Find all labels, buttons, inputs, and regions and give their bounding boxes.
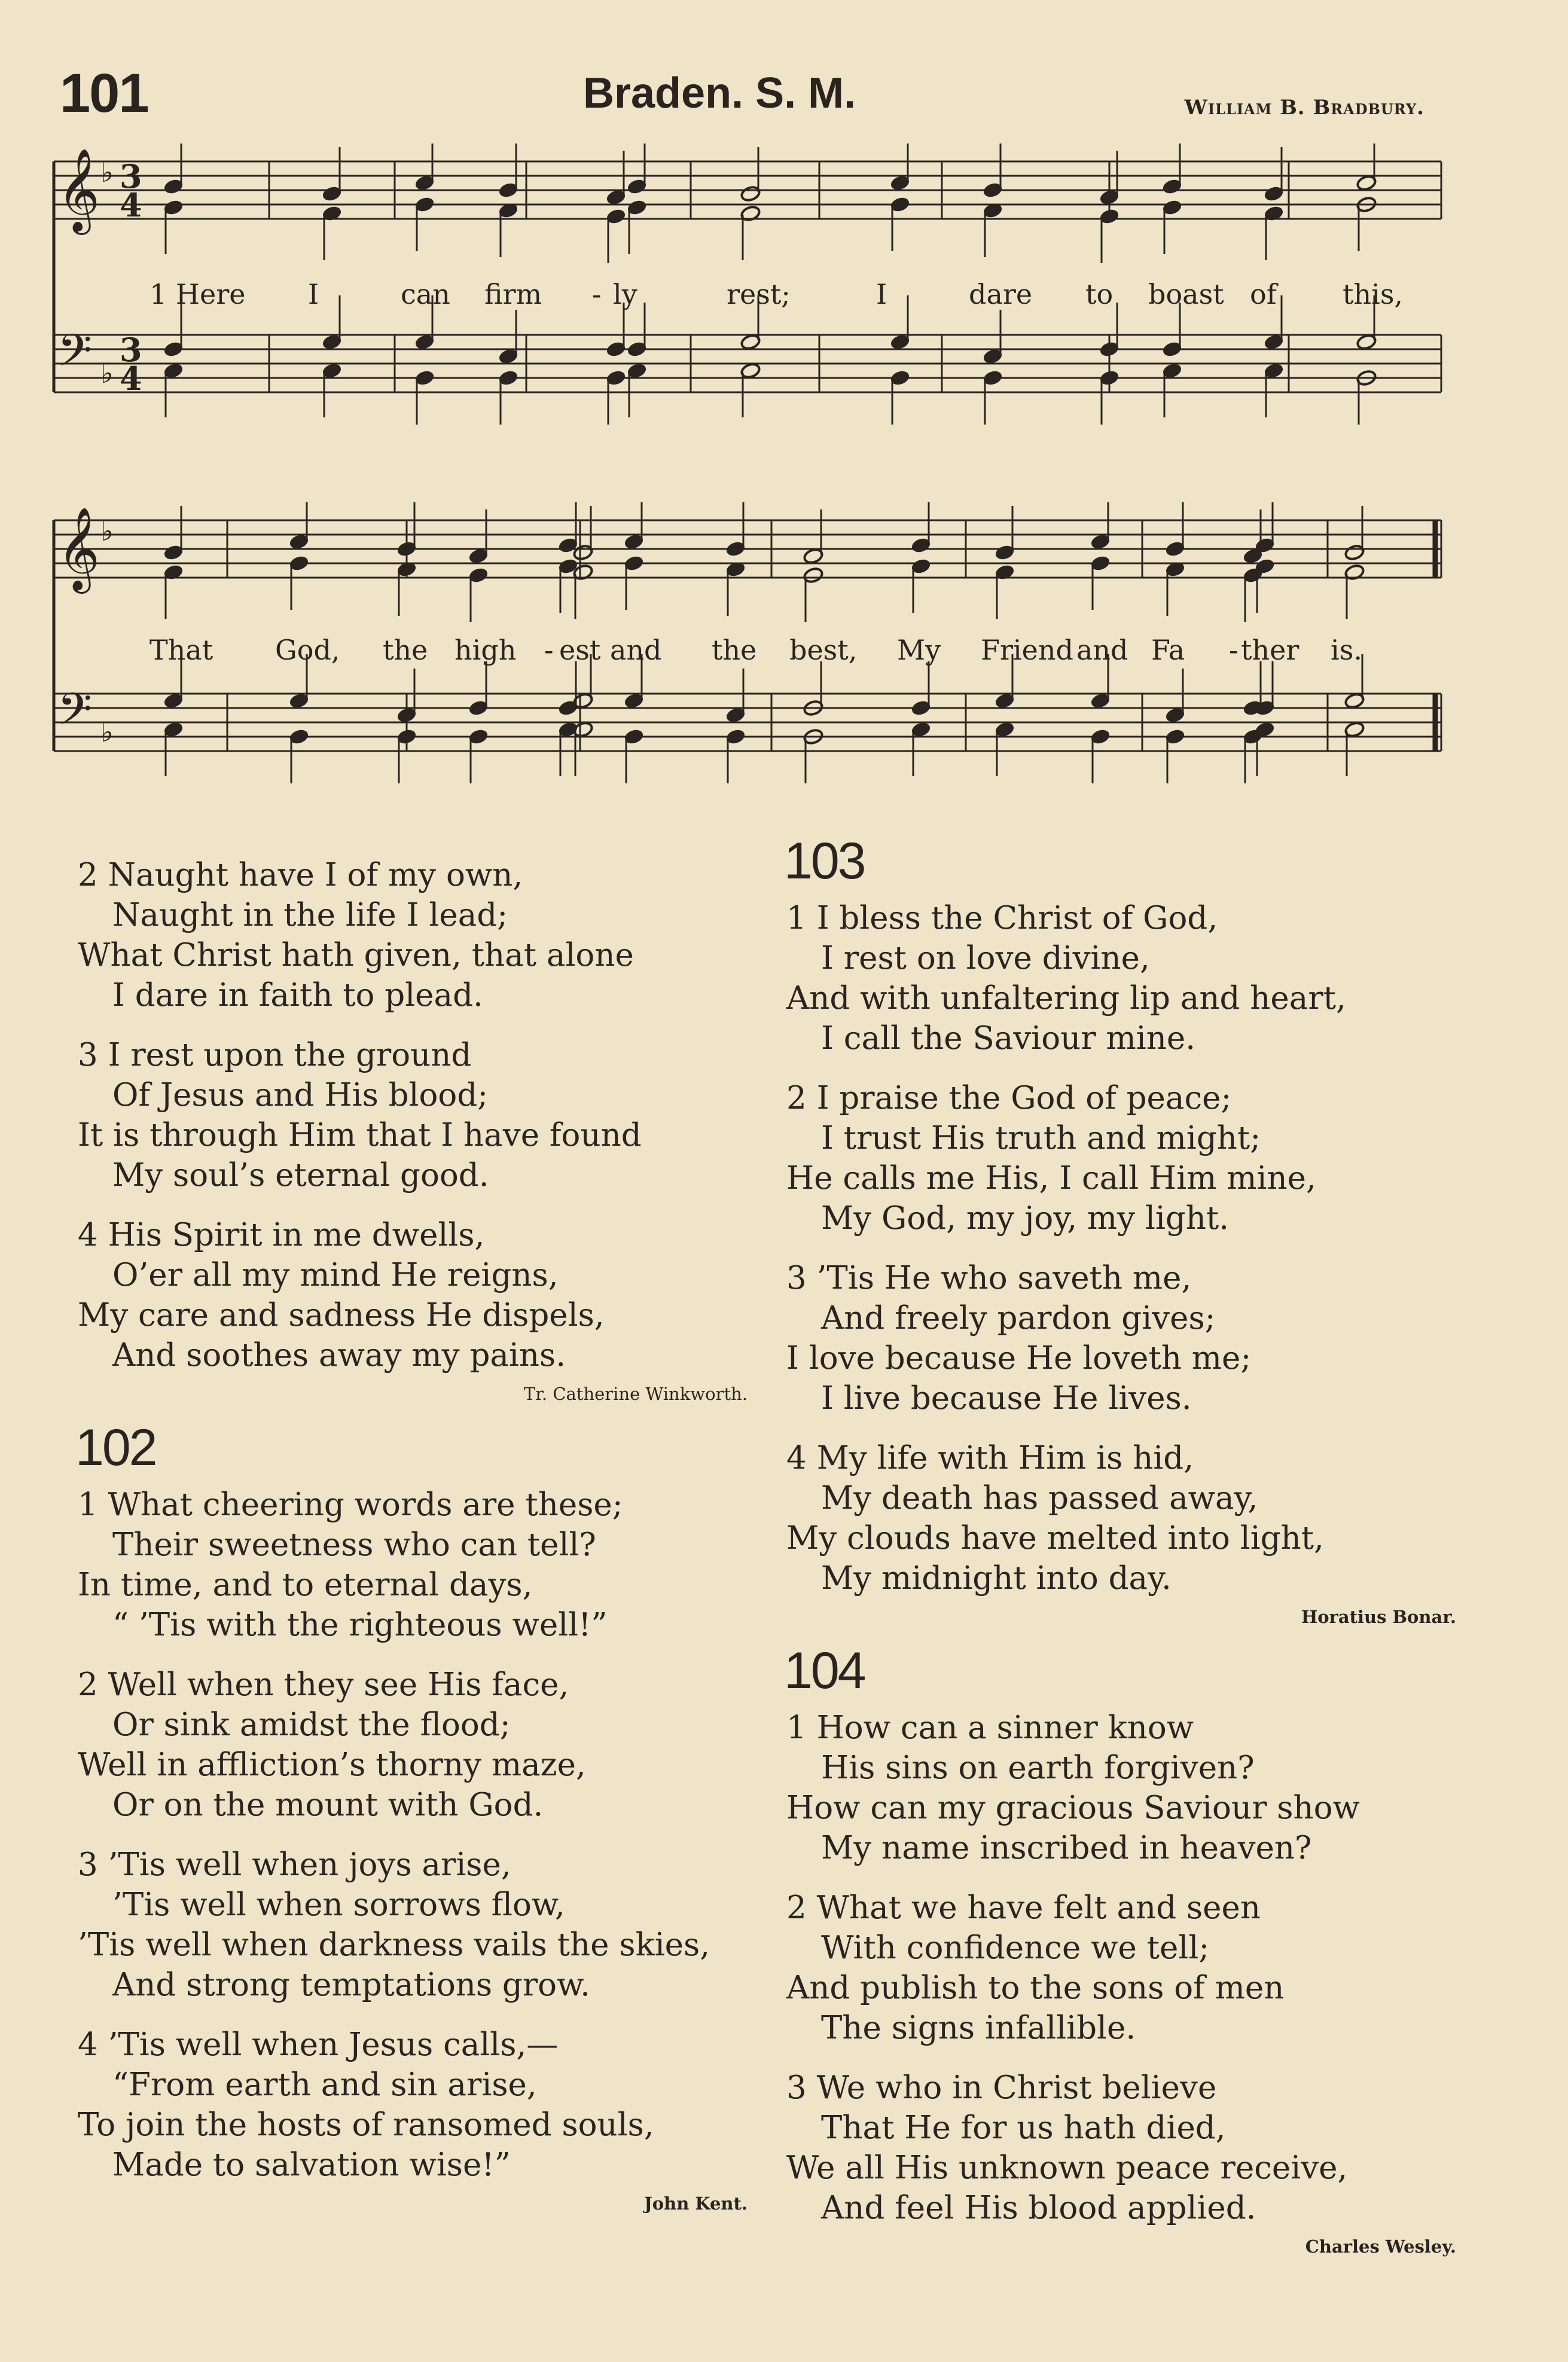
verse-line: 3 ’Tis well when joys arise, — [78, 1847, 511, 1883]
hymn-number-104: 104 — [784, 1642, 865, 1699]
verse-line: With confidence we tell; — [821, 1930, 1210, 1966]
verse-line: And soothes away my pains. — [112, 1337, 566, 1374]
verse-line: 3 We who in Christ believe — [786, 2070, 1217, 2106]
lyric-syllable: God, — [275, 634, 340, 666]
verse-line: 4 My life with Him is hid, — [786, 1440, 1194, 1476]
lyric-syllable: ther — [1241, 634, 1299, 666]
verse-line: Or sink amidst the flood; — [112, 1707, 511, 1743]
lyric-syllable: high — [454, 634, 517, 666]
stanza — [78, 1215, 765, 1375]
stanza — [786, 1708, 1474, 1868]
time-signature: 3 — [120, 157, 142, 196]
verse-line: “ ’Tis with the righteous well!” — [112, 1607, 608, 1643]
time-signature: 4 — [120, 359, 142, 398]
stanza — [786, 1258, 1474, 1418]
lyric-syllable: - — [1229, 634, 1238, 666]
music-system-1 — [48, 144, 1459, 466]
hymn-number-103: 103 — [784, 832, 865, 890]
stanza — [78, 1035, 765, 1195]
verse-line: “From earth and sin arise, — [112, 2067, 537, 2103]
flat-sign: ♭ — [100, 716, 114, 748]
stanza — [78, 855, 765, 1015]
verse-line: 4 ’Tis well when Jesus calls,— — [78, 2027, 559, 2063]
verse-line: We all His unknown peace receive, — [786, 2150, 1348, 2186]
verse-line: And publish to the sons of men — [786, 1970, 1285, 2006]
flat-sign: ♭ — [100, 357, 114, 389]
verse-line: My midnight into day. — [821, 1560, 1172, 1597]
verse-line: Or on the mount with God. — [112, 1787, 544, 1823]
lyric-syllable: firm — [484, 278, 542, 310]
verse-line: ’Tis well when sorrows flow, — [112, 1887, 565, 1923]
time-signature: 4 — [120, 186, 142, 224]
hymn-attribution: Tr. Catherine Winkworth. — [523, 1384, 748, 1404]
lyric-syllable: the — [383, 634, 428, 666]
lyric-syllable: this, — [1343, 278, 1404, 310]
verse-line: To join the hosts of ransomed souls, — [78, 2107, 654, 2143]
lyric-syllable: ly — [613, 278, 637, 310]
verse-line: And with unfaltering lip and heart, — [786, 980, 1346, 1017]
hymn-attribution: John Kent. — [644, 2193, 748, 2214]
bass-clef: 𝄢 — [57, 325, 92, 387]
verse-line: What Christ hath given, that alone — [78, 937, 634, 974]
verse-line: I call the Saviour mine. — [821, 1020, 1196, 1057]
hymn-attribution: Charles Wesley. — [1305, 2236, 1456, 2257]
verse-line: How can my gracious Saviour show — [786, 1790, 1360, 1826]
lyric-syllable: to — [1085, 278, 1114, 310]
lyric-syllable: est — [559, 634, 601, 666]
music-system-2 — [48, 502, 1459, 813]
verse-line: The signs infallible. — [821, 2010, 1136, 2046]
stanza — [786, 1438, 1474, 1598]
lyric-syllable: boast — [1148, 278, 1224, 310]
lyric-syllable: of — [1250, 278, 1277, 310]
lyric-syllable: and — [1076, 634, 1128, 666]
verse-line: My care and sadness He dispels, — [78, 1297, 605, 1333]
verse-line: I dare in faith to plead. — [112, 977, 483, 1014]
verse-line: 3 I rest upon the ground — [78, 1037, 472, 1073]
verse-line: It is through Him that I have found — [78, 1117, 642, 1153]
verse-line: In time, and to eternal days, — [78, 1567, 533, 1603]
left-column — [75, 855, 765, 2227]
stanza — [78, 2025, 765, 2185]
verse-line: His sins on earth forgiven? — [821, 1750, 1255, 1786]
time-signature: 3 — [120, 331, 142, 369]
verse-line: My soul’s eternal good. — [112, 1157, 489, 1194]
verse-line: My death has passed away, — [821, 1480, 1258, 1516]
lyric-syllable: Fa — [1151, 634, 1185, 666]
verse-line: Well in affliction’s thorny maze, — [78, 1747, 586, 1783]
verse-line: I rest on love divine, — [821, 940, 1150, 976]
lyric-syllable: dare — [969, 278, 1033, 310]
verse-line: My God, my joy, my light. — [821, 1200, 1230, 1237]
verse-line: 1 How can a sinner know — [786, 1710, 1194, 1746]
lyric-syllable: That — [150, 634, 213, 666]
lyric-syllable: - — [592, 278, 602, 310]
right-column — [786, 825, 1474, 2271]
verse-line: That He for us hath died, — [821, 2110, 1226, 2146]
lyric-syllable: I — [308, 278, 319, 310]
verse-line: Their sweetness who can tell? — [112, 1527, 596, 1563]
tune-title: Braden. S. M. — [583, 69, 856, 117]
lyric-syllable: best, — [789, 634, 858, 666]
flat-sign: ♭ — [100, 515, 114, 547]
hymn-number-102: 102 — [75, 1419, 156, 1476]
verse-line: And strong temptations grow. — [112, 1967, 591, 2003]
verse-line: He calls me His, I call Him mine, — [786, 1160, 1316, 1197]
verse-line: And freely pardon gives; — [821, 1300, 1216, 1336]
hymn-number: 101 — [60, 63, 148, 124]
verse-line: 2 Well when they see His face, — [78, 1667, 569, 1703]
verse-line: 1 I bless the Christ of God, — [786, 900, 1218, 936]
verse-line: ’Tis well when darkness vails the skies, — [78, 1927, 710, 1963]
verse-line: Made to salvation wise!” — [112, 2147, 511, 2183]
flat-sign: ♭ — [100, 156, 114, 188]
verse-line: Naught in the life I lead; — [112, 897, 508, 933]
lyric-syllable: My — [897, 634, 941, 666]
lyric-syllable: the — [712, 634, 757, 666]
lyric-syllable: 1 Here — [150, 278, 246, 310]
verse-line: 2 Naught have I of my own, — [78, 857, 523, 893]
treble-clef: 𝄞 — [57, 148, 100, 231]
verse-line: 3 ’Tis He who saveth me, — [786, 1260, 1192, 1296]
verse-line: I trust His truth and might; — [821, 1120, 1261, 1156]
verse-line: My name inscribed in heaven? — [821, 1830, 1312, 1866]
verse-line: I love because He loveth me; — [786, 1340, 1252, 1377]
bass-clef: 𝄢 — [57, 683, 92, 746]
stanza — [786, 1078, 1474, 1238]
stanza — [786, 2068, 1474, 2228]
verse-line: O’er all my mind He reigns, — [112, 1257, 559, 1293]
hymn-attribution: Horatius Bonar. — [1301, 1607, 1456, 1627]
stanza — [786, 1888, 1474, 2048]
verse-line: My clouds have melted into light, — [786, 1520, 1324, 1557]
treble-clef: 𝄞 — [57, 507, 100, 590]
lyric-syllable: rest; — [727, 278, 791, 310]
verse-line: 4 His Spirit in me dwells, — [78, 1217, 485, 1253]
verse-line: And feel His blood applied. — [821, 2190, 1256, 2226]
lyric-syllable: Friend — [981, 634, 1073, 666]
stanza — [78, 1485, 765, 1645]
stanza — [78, 1845, 765, 2005]
stanza — [786, 898, 1474, 1058]
verse-line: I live because He lives. — [821, 1380, 1192, 1417]
verse-line: 1 What cheering words are these; — [78, 1487, 623, 1523]
lyric-syllable: can — [401, 278, 450, 310]
verse-line: Of Jesus and His blood; — [112, 1077, 489, 1113]
stanza — [78, 1665, 765, 1825]
lyric-syllable: is. — [1331, 634, 1362, 666]
lyric-syllable: - — [544, 634, 554, 666]
lyric-syllable: and — [610, 634, 662, 666]
verse-line: 2 I praise the God of peace; — [786, 1080, 1232, 1116]
lyric-syllable: I — [876, 278, 887, 310]
verse-line: 2 What we have felt and seen — [786, 1890, 1261, 1926]
composer-credit: William B. Bradbury. — [1184, 96, 1424, 120]
